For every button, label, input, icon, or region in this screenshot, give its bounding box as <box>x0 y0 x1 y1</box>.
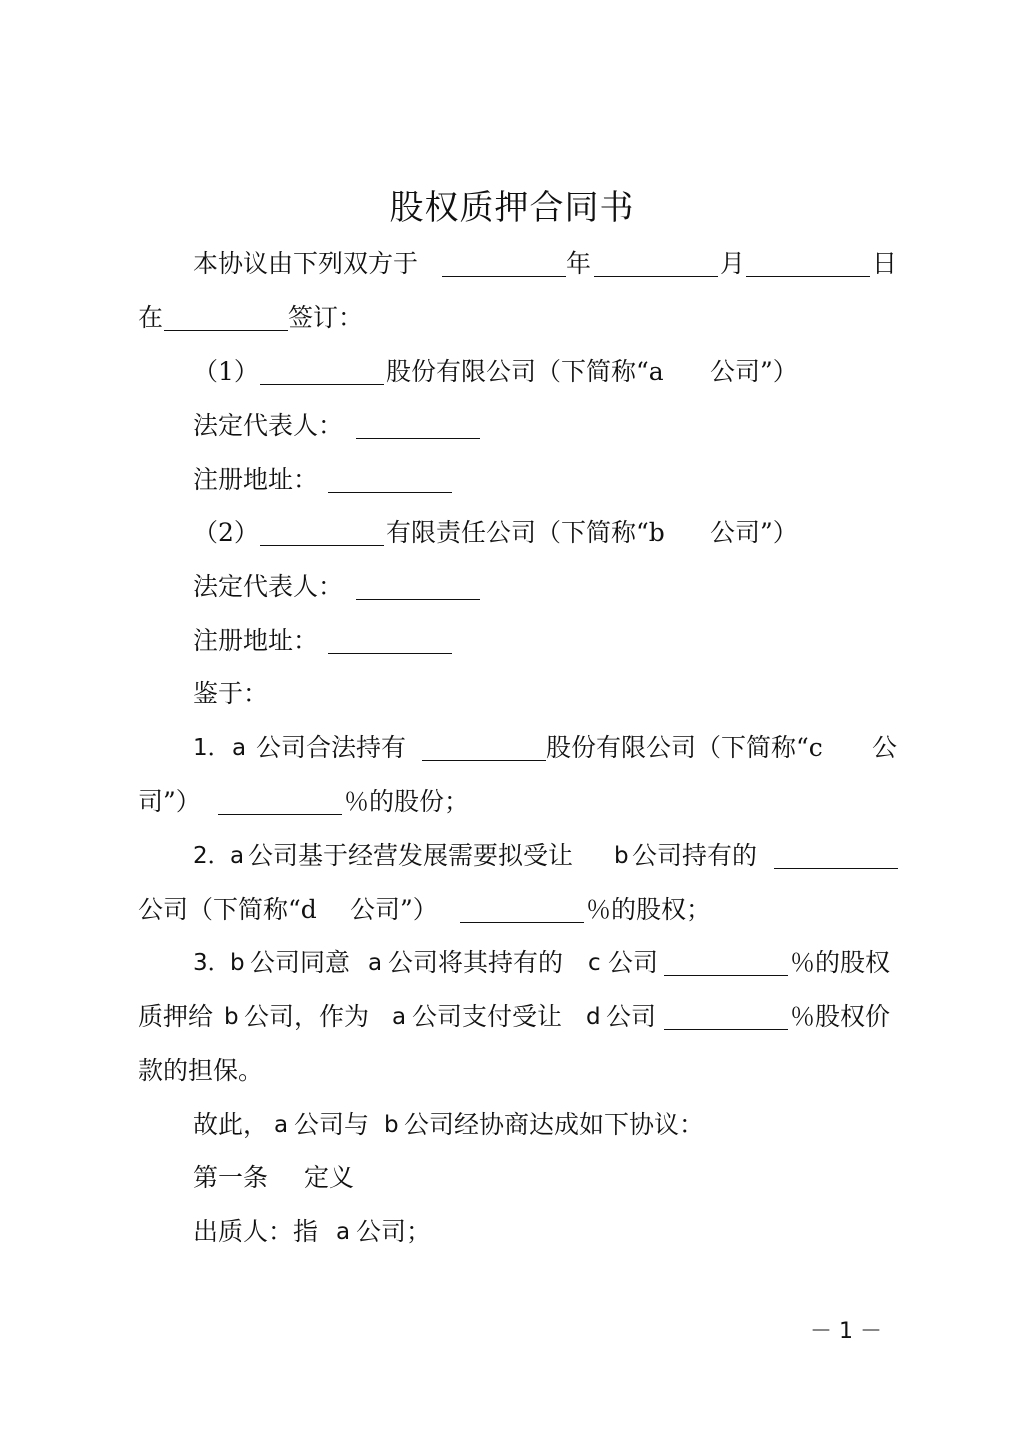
item1-text4: 司”） <box>138 787 201 816</box>
item2-text2: 公司持有的 <box>632 841 758 870</box>
party2-addr-blank[interactable] <box>328 625 452 654</box>
month-label: 月 <box>720 249 746 278</box>
item2-text1: 公司基于经营发展需要拟受让 <box>248 841 574 870</box>
item3-a: a <box>368 950 383 976</box>
item3-text3: 公司 <box>608 948 659 977</box>
item3-text7: 公司支付受让 <box>412 1002 563 1031</box>
item3-a2: a <box>392 1004 407 1030</box>
party1-addr-blank[interactable] <box>328 464 452 493</box>
item1-a: a <box>232 735 247 761</box>
party2-name-blank[interactable] <box>260 517 384 546</box>
party2-abbr-tail: 公司”） <box>710 518 798 547</box>
pledgor-text2: 公司； <box>356 1217 432 1246</box>
pledgor-a: a <box>336 1219 351 1245</box>
therefore-text3: 公司经协商达成如下协议： <box>404 1110 705 1139</box>
party1-abbr-tail: 公司”） <box>710 357 798 386</box>
at-label: 在 <box>138 303 164 332</box>
item2-b: b <box>614 843 629 869</box>
intro-text: 本协议由下列双方于 <box>193 249 419 278</box>
item3-c: c <box>588 950 601 976</box>
item1-text3: 公 <box>872 733 898 762</box>
item1-text2: 股份有限公司（下简称“c <box>546 733 823 762</box>
month-blank[interactable] <box>594 248 718 277</box>
document-title: 股权质押合同书 <box>389 188 635 228</box>
article1-title: 定义 <box>304 1163 355 1192</box>
party2-number: （2） <box>193 518 259 547</box>
party1-name-blank[interactable] <box>260 356 384 385</box>
year-label: 年 <box>566 249 592 278</box>
day-blank[interactable] <box>746 248 870 277</box>
item3-text5: 质押给 <box>138 1002 214 1031</box>
therefore-text1: 故此， <box>193 1110 269 1139</box>
item1-number: 1． <box>193 735 231 761</box>
therefore-text2: 公司与 <box>294 1110 370 1139</box>
party1-addr-label: 注册地址： <box>193 465 319 494</box>
page-number: － 1 － <box>810 1319 882 1344</box>
item3-number: 3． <box>193 950 231 976</box>
therefore-b: b <box>384 1112 399 1138</box>
item3-text8: 公司 <box>606 1002 657 1031</box>
item3-text1: 公司同意 <box>250 948 351 977</box>
item3-text10: 款的担保。 <box>138 1056 264 1085</box>
item2-percent-blank[interactable] <box>460 894 584 923</box>
year-blank[interactable] <box>442 248 566 277</box>
item3-d: d <box>586 1004 601 1030</box>
whereas-label: 鉴于： <box>193 679 269 708</box>
item1-text1: 公司合法持有 <box>256 733 407 762</box>
pledgor-text1: 出质人：指 <box>193 1217 319 1246</box>
item3-price-percent-blank[interactable] <box>664 1001 788 1030</box>
item3-b: b <box>230 950 245 976</box>
party1-rep-label: 法定代表人： <box>193 411 344 440</box>
item2-text4: 公司”） <box>350 895 438 924</box>
item2-text5: ％的股权； <box>586 895 712 924</box>
party1-rep-blank[interactable] <box>356 410 480 439</box>
place-blank[interactable] <box>164 302 288 331</box>
item3-b2: b <box>224 1004 239 1030</box>
item3-percent-blank[interactable] <box>664 947 788 976</box>
item2-text3: 公司（下简称“d <box>138 895 317 924</box>
item3-text4: ％的股权 <box>790 948 891 977</box>
item2-holder-blank[interactable] <box>774 840 898 869</box>
party1-number: （1） <box>193 357 259 386</box>
party2-rep-label: 法定代表人： <box>193 572 344 601</box>
item1-text5: ％的股份； <box>344 787 470 816</box>
item2-a: a <box>230 843 245 869</box>
party2-name-tail: 有限责任公司（下简称“b <box>386 518 665 547</box>
therefore-a: a <box>274 1112 289 1138</box>
item3-text6: 公司，作为 <box>244 1002 370 1031</box>
item1-percent-blank[interactable] <box>218 786 342 815</box>
item3-text2: 公司将其持有的 <box>388 948 564 977</box>
article1-label: 第一条 <box>193 1163 269 1192</box>
item2-number: 2． <box>193 843 231 869</box>
party2-addr-label: 注册地址： <box>193 626 319 655</box>
party1-name-tail: 股份有限公司（下简称“a <box>386 357 664 386</box>
party2-rep-blank[interactable] <box>356 571 480 600</box>
signed-label: 签订： <box>288 303 364 332</box>
day-label: 日 <box>872 249 898 278</box>
item1-company-blank[interactable] <box>422 732 546 761</box>
item3-text9: ％股权价 <box>790 1002 891 1031</box>
